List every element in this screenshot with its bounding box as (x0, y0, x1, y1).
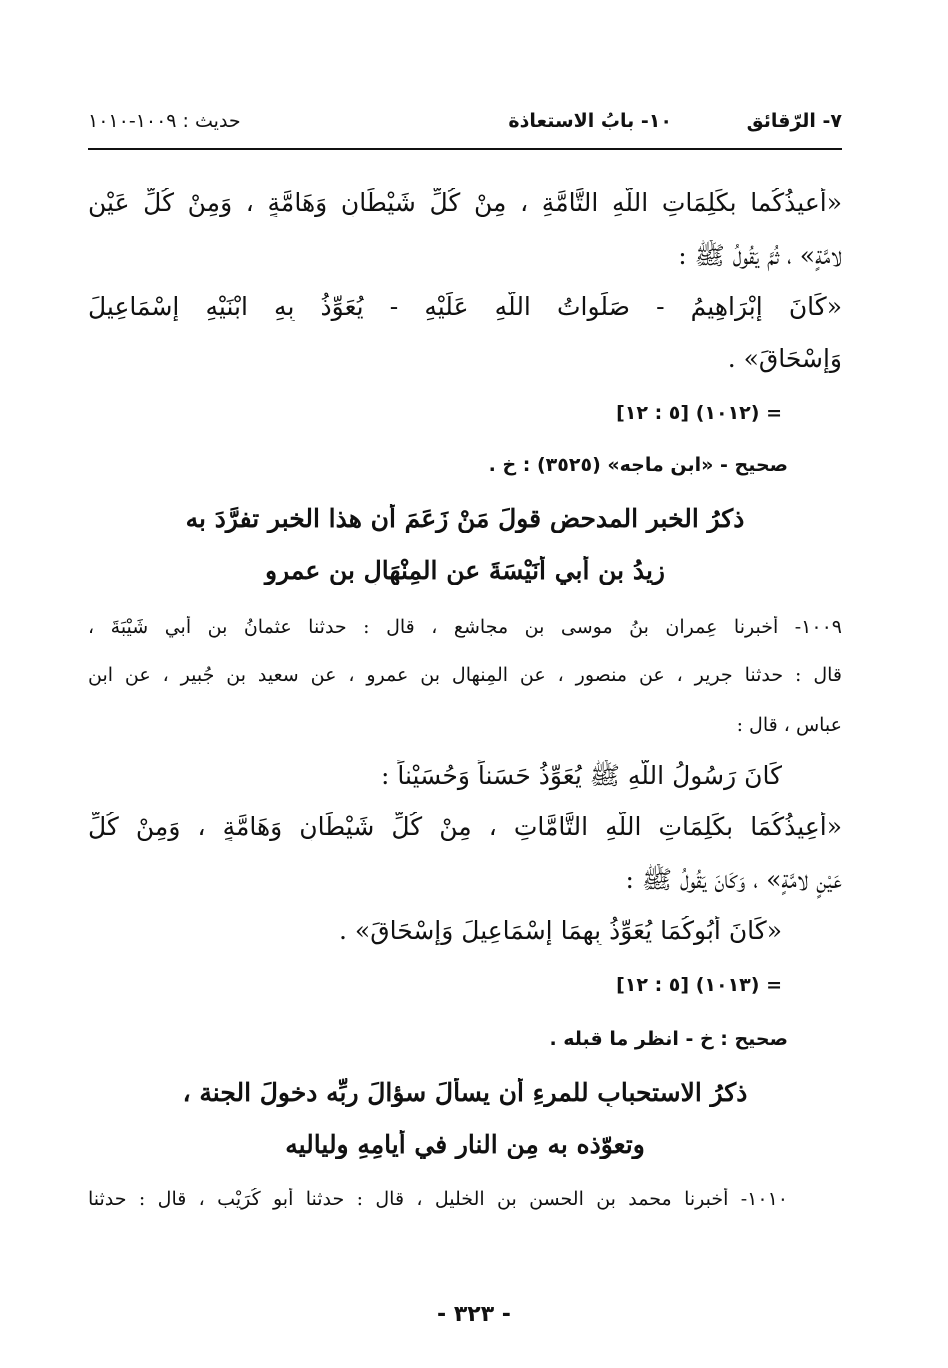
book-title: ٧- الرّقائق (746, 110, 842, 132)
text-line: «كَانَ أَبُوكُمَا يُعَوِّذُ بِهِمَا إِسْمَاعِيلَ وَإِسْحَاقَ» . (339, 916, 782, 945)
section-heading: ذكرُ الاستحبابِ للمرءِ أن يسألَ سؤالَ ربِّه دخولَ الجنة ، (182, 1078, 748, 1107)
text-line: لامَّةٍ» ، ثُمَّ يَقُولُ ﷺ : (678, 241, 842, 270)
text-line: «أُعِيذُكُمَا بكَلِمَاتِ اللّهِ التَّامَّاتِ ، مِنْ كُلِّ شَيْطَانٍ وَهَامَّةٍ ، وَمِنْ كُلِّ (88, 812, 842, 841)
text-line: كَانَ رَسُولُ اللّهِ ﷺ يُعَوِّذُ حَسَناً وَحُسَيْناً : (381, 761, 782, 790)
takhrij-line: صحيح - «ابن ماجه» (٣٥٢٥) : خ . (488, 454, 788, 476)
text-line: ١٠١٠- أخبرنا محمد بن الحسن بن الخليل ، قال : حدثنا أبو كُرَيْب ، قال : حدثنا (88, 1188, 788, 1210)
text-line: ١٠٠٩- أخبرنا عِمران بنُ موسى بن مجاشع ، قال : حدثنا عثمانُ بن أبي شَيْبَةَ ، (88, 616, 842, 638)
text-line: «كَانَ إِبْرَاهِيمُ - صَلَواتُ اللّهِ عَلَيْهِ - يُعَوِّذُ بِهِ ابْنَيْهِ إِسْمَاعِيلَ (88, 292, 842, 321)
section-heading: ذكرُ الخبرِ المدحض قولَ مَنْ زَعَمَ أن هذا الخبر تفرَّدَ به (185, 504, 745, 533)
takhrij-line: صحيح : خ - انظر ما قبله . (549, 1028, 788, 1050)
text-line: = (١٠١٢) [٥ : ١٢] (616, 402, 782, 424)
section-heading: وتعوّذه به مِن النار في أيامِهِ ولياليه (285, 1130, 645, 1159)
text-line: عباس ، قال : (736, 714, 842, 736)
page-number: - ٣٢٣ - (437, 1302, 511, 1327)
text-line: وَإِسْحَاقَ» . (727, 344, 842, 373)
text-line: قال : حدثنا جرير ، عن منصور ، عن المِنهال بن عمرو ، عن سعيد بن جُبير ، عن ابن (88, 664, 842, 686)
chapter-title: ١٠- بابُ الاستعاذة (508, 110, 672, 132)
hadith-range: حديث : ١٠٠٩-١٠١٠ (88, 110, 241, 132)
section-heading: زيدُ بن أبي أُنَيْسَةَ عن المِنْهَالِ بن عمرو (265, 556, 665, 585)
text-line: = (١٠١٣) [٥ : ١٢] (616, 974, 782, 996)
text-line: «أُعيذُكُما بكَلِمَاتِ اللّهِ التَّامَّةِ ، مِنْ كُلِّ شَيْطَانٍ وَهَامَّةٍ ، وَمِنْ كُلِّ عَيْنٍ (88, 188, 842, 217)
text-line: عَيْنٍ لامَّةٍ» ، وَكَانَ يَقُولُ ﷺ : (625, 865, 842, 894)
header-rule (88, 148, 842, 150)
running-header (88, 106, 842, 142)
